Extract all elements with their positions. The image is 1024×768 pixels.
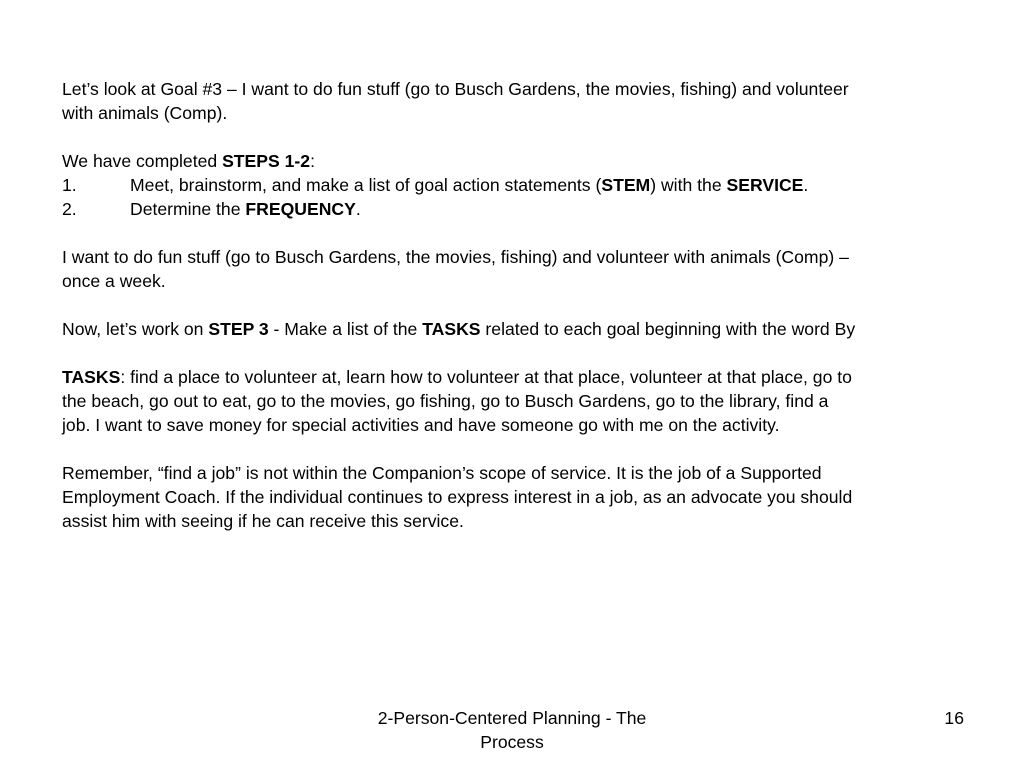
tasks-line-3: job. I want to save money for special activities and have someone go with me on the activity. [62,415,780,435]
step-item-1 [62,173,972,197]
step-number-2: 2. [62,199,77,219]
step3-text-b: - Make a list of the [268,319,423,339]
slide-body [62,77,972,557]
tasks-line-1 [62,365,972,389]
completed-steps-heading [62,149,972,173]
step-1-text-b: ) with the [650,175,727,195]
footer-title-line-1: 2-Person-Centered Planning - The [377,708,647,728]
step3-bold: STEP 3 [208,319,269,339]
step-1-text-c: . [803,175,809,195]
remember-line-1: Remember, “find a job” is not within the Companion’s scope of service. It is the job of a Supported [62,463,822,483]
completed-steps-bold: STEPS 1-2 [222,151,311,171]
remember-line-3: assist him with seeing if he can receive this service. [62,511,464,531]
goal-statement-paragraph [62,245,972,293]
step-1-text-a: Meet, brainstorm, and make a list of goal action statements ( [130,175,602,195]
step3-tasks-bold: TASKS [422,319,481,339]
step-1-stem-bold: STEM [601,175,651,195]
goal-intro-line-2: with animals (Comp). [62,103,228,123]
completed-steps-block [62,149,972,221]
footer-title [340,706,684,754]
step-item-2 [62,197,972,221]
step-2-text-b: . [355,199,361,219]
page-number: 16 [944,708,964,728]
completed-text: We have completed [62,151,223,171]
goal-intro-line-1: Let’s look at Goal #3 – I want to do fun stuff (go to Busch Gardens, the movies, fishing) and volunteer [62,79,849,99]
step-2-text-a: Determine the [130,199,246,219]
footer-title-line-2: Process [480,732,544,752]
step3-paragraph [62,317,972,341]
step-1-service-bold: SERVICE [726,175,804,195]
step3-text-a: Now, let’s work on [62,319,209,339]
tasks-line-1-text: : find a place to volunteer at, learn how to volunteer at that place, volunteer at that place, go to [120,367,852,387]
completed-colon: : [310,151,315,171]
remember-paragraph [62,461,972,533]
step-2-frequency-bold: FREQUENCY [245,199,356,219]
tasks-paragraph [62,365,972,437]
goal-intro-paragraph [62,77,972,125]
remember-line-2: Employment Coach. If the individual continues to express interest in a job, as an advocate you should [62,487,853,507]
step3-line [62,317,972,341]
tasks-line-2: the beach, go out to eat, go to the movies, go fishing, go to Busch Gardens, go to the library, find a [62,391,829,411]
goal-statement-line-2: once a week. [62,271,166,291]
goal-statement-line-1: I want to do fun stuff (go to Busch Gardens, the movies, fishing) and volunteer with animals (Comp) – [62,247,849,267]
tasks-label: TASKS [62,367,121,387]
step-number-1: 1. [62,175,77,195]
step3-text-c: related to each goal beginning with the word By [480,319,856,339]
